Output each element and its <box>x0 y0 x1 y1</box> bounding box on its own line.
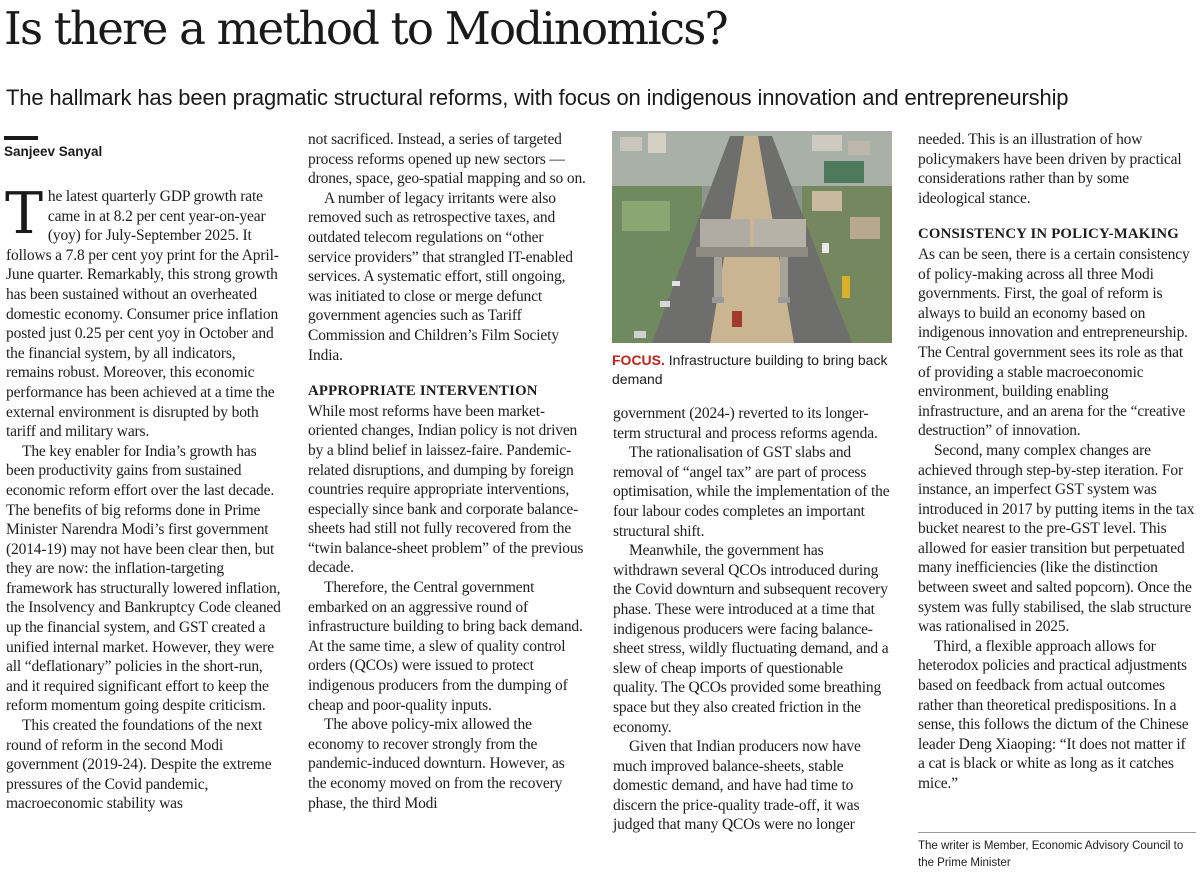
caption-text: Infrastructure building to bring back demand <box>612 352 888 387</box>
section-heading: CONSISTENCY IN POLICY-MAKING <box>918 226 1180 243</box>
paragraph: As can be seen, there is a certain consistency of policy-making across all three Modi governments. First, the goal of reform is always to build an economy based on indigenous innovation and entrepreneurship. The Central government sees its role as that of providing a stable macroeconomic environment, building enabling infrastructure, and an arena for the “creative destruction” of innovation. <box>918 245 1190 440</box>
paragraph: he latest quarterly GDP growth rate came in at 8.2 per cent year-on-year (yoy) for July-September 2025. It follows a 7.8 per cent yoy print for the April-June quarter. Remarkably, this strong growth has been sustained without an overheated domestic economy. Consumer price inflation posted just 0.25 per cent yoy in October and the financial system, by all indicators, remains robust. Moreover, this economic performance has been achieved at a time the external environment is disrupted by both tariff and military wars. <box>6 188 279 441</box>
paragraph: Therefore, the Central government embarked on an aggressive round of infrastructure building to bring back demand. At the same time, a slew of quality control orders (QCOs) were issued to protect indigenous producers from the dumping of cheap and poor-quality inputs. <box>308 579 583 714</box>
paragraph: Meanwhile, the government has withdrawn several QCOs introduced during the Covid downturn and subsequent recovery phase. These were introduced at a time that indigenous producers were facing balance-sheet stress, wildly fluctuating demand, and a slew of cheap imports of questionable quality. The QCOs provided some breathing space but they also created friction in the economy. <box>613 542 889 736</box>
paragraph: needed. This is an illustration of how policymakers have been driven by practical considerations rather than by some ideological stance. <box>918 131 1182 207</box>
paragraph: Given that Indian producers now have much improved balance-sheets, stable domestic demand, and have had time to discern the price-quality trade-off, it was judged that many QCOs were no longer <box>613 738 861 834</box>
footnote-rule <box>918 832 1196 833</box>
paragraph: not sacrificed. Instead, a series of targeted process reforms opened up new sectors — drones, space, geo-spatial mapping and so on. <box>308 131 586 188</box>
paragraph: A number of legacy irritants were also removed such as retrospective taxes, and outdated telecom regulations on “other service providers” that strangled IT-enabled services. A systematic effort, still ongoing, was initiated to close or merge defunct government agencies such as Tariff Commission and Children’s Film Society India. <box>308 189 573 364</box>
column-4 <box>918 130 1196 794</box>
paragraph: While most reforms have been market-oriented changes, Indian policy is not driven by a blind belief in laissez-faire. Pandemic-related disruptions, and dumping by foreign countries require appropriate interventions, especially since bank and corporate balance-sheets had still not fully recovered from the “twin balance-sheet problem” of the previous decade. <box>308 402 584 577</box>
section-heading: APPROPRIATE INTERVENTION <box>308 383 538 400</box>
paragraph: Second, many complex changes are achieved through step-by-step iteration. For instance, an imperfect GST system was introduced in 2017 by putting items in the tax bucket nearest to the pre-GST level. This allowed for easier transition but perpetuated many inefficiencies (like the distinction between sweet and salted popcorn). Once the system was fully stabilised, the slab structure was rationalised in 2025. <box>918 441 1195 636</box>
paragraph: Third, a flexible approach allows for heterodox policies and practical adjustments based on feedback from actual outcomes rather than theoretical predispositions. In a sense, this follows the dictum of the Chinese leader Deng Xiaoping: “It does not matter if a cat is black or white as long as it catches mice.” <box>918 637 1189 792</box>
paragraph: The above policy-mix allowed the economy to recover strongly from the pandemic-induced downturn. However, as the economy moved on from the recovery phase, the third Modi <box>308 716 565 812</box>
paragraph: The rationalisation of GST slabs and removal of “angel tax” are part of process optimisation, while the implementation of the four labour codes completes an important structural shift. <box>613 444 890 540</box>
author-byline: Sanjeev Sanyal <box>4 144 103 159</box>
column-3 <box>613 404 891 835</box>
author-footnote: The writer is Member, Economic Advisory Council to the Prime Minister <box>918 840 1184 869</box>
photo-caption <box>612 351 897 389</box>
paragraph: government (2024-) reverted to its longer-term structural and process reforms agenda. <box>613 405 878 442</box>
drop-cap: T <box>5 181 43 247</box>
column-1 <box>5 181 286 814</box>
caption-tag: FOCUS. <box>612 352 665 368</box>
byline-rule <box>4 136 38 140</box>
headline: Is there a method to Modinomics? <box>4 2 727 55</box>
infrastructure-photo <box>612 131 892 343</box>
paragraph: This created the foundations of the next round of reform in the second Modi government (2019-24). Despite the extreme pressures of the Covid pandemic, macroeconomic stability was <box>6 717 272 813</box>
column-2 <box>308 130 586 813</box>
deck-subheadline: The hallmark has been pragmatic structural reforms, with focus on indigenous innovation and entrepreneurship <box>6 85 1069 110</box>
paragraph: The key enabler for India’s growth has been productivity gains from sustained economic reform effort over the last decade. The benefits of big reforms done in Prime Minister Narendra Modi’s first government (2014-19) may not have been clear then, but they are now: the inflation-targeting framework has structurally lowered inflation, the Insolvency and Bankruptcy Code cleaned up the financial system, and GST created a unified internal market. However, they were all “deflationary” policies in the short-run, and it required significant effort to keep the reform momentum going despite criticism. <box>6 442 281 715</box>
